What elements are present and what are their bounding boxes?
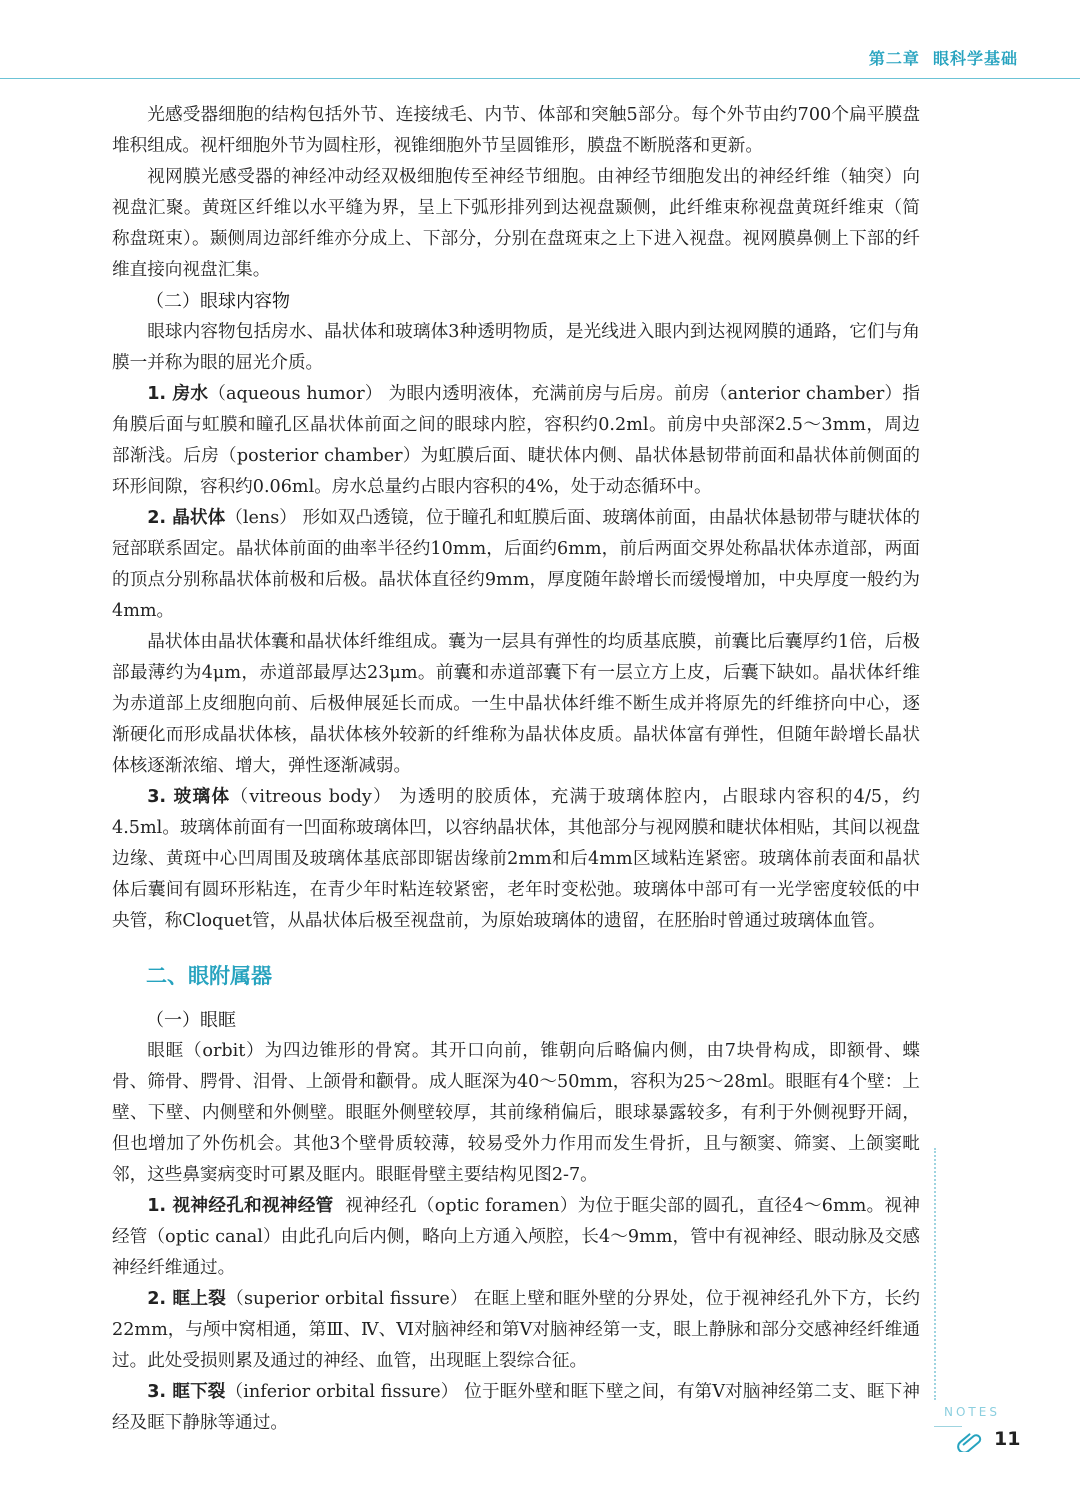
paragraph-text: （vitreous body） 为透明的胶质体，充满于玻璃体腔内，占眼球内容积的4/5，约4.5ml。玻璃体前面有一凹面称玻璃体凹，以容纳晶状体，其他部分与视网膜和睫状体相贴，其间以视盘边缘、黄斑中心凹周围及玻璃体基底部即锯齿缘前2mm和后4mm区域粘连紧密。玻璃体前表面和晶状体后囊间有圆环形粘连，在青少年时粘连较紧密，老年时变松弛。玻璃体中部可有一光学密度较低的中央管，称Cloquet管，从晶状体后极至视盘前，为原始玻璃体的遗留，在胚胎时曾通过玻璃体血管。	[112, 787, 920, 931]
chapter-title: 眼科学基础	[932, 49, 1018, 68]
term-lens: 2. 晶状体	[147, 508, 226, 528]
paragraph-text: （lens） 形如双凸透镜，位于瞳孔和虹膜后面、玻璃体前面，由晶状体悬韧带与睫状体的冠部联系固定。晶状体前面的曲率半径约10mm，后面约6mm，前后两面交界处称晶状体赤道部，两面的顶点分别称晶状体前极和后极。晶状体直径约9mm，厚度随年龄增长而缓慢增加，中央厚度一般约为4mm。	[112, 508, 920, 621]
paragraph-text: （superior orbital fissure） 在眶上壁和眶外壁的分界处，位于视神经孔外下方，长约22mm，与颅中窝相通，第Ⅲ、Ⅳ、Ⅵ对脑神经和第Ⅴ对脑神经第一支，眼上静脉和部分交感神经纤维通过。此处受损则累及通过的神经、血管，出现眶上裂综合征。	[112, 1289, 920, 1371]
paragraph-superior	[112, 1284, 920, 1377]
notes-rule	[934, 1426, 962, 1427]
running-head	[869, 46, 1018, 69]
paragraph: 视网膜光感受器的神经冲动经双极细胞传至神经节细胞。由神经节细胞发出的神经纤维（轴突）向视盘汇聚。黄斑区纤维以水平缝为界，呈上下弧形排列到达视盘颞侧，此纤维束称视盘黄斑纤维束（简称盘斑束）。颞侧周边部纤维亦分成上、下部分，分别在盘斑束之上下进入视盘。视网膜鼻侧上下部的纤维直接向视盘汇集。	[112, 167, 920, 280]
subsection-heading: （一）眼眶	[146, 1010, 236, 1031]
term-aqueous-humor: 1. 房水	[147, 384, 209, 404]
term-superior-fissure: 2. 眶上裂	[147, 1289, 227, 1309]
paragraph-text: （aqueous humor） 为眼内透明液体，充满前房与后房。前房（anterior chamber）指角膜后面与虹膜和瞳孔区晶状体前面之间的眼球内腔，容积约0.2ml。前房中央部深2.5～3mm，周边部渐浅。后房（posterior chamber）为虹膜后面、睫状体内侧、晶状体悬韧带前面和晶状体前侧面的环形间隙，容积约0.06ml。房水总量约占眼内容积的4%，处于动态循环中。	[112, 384, 920, 497]
paragraph-text: （inferior orbital fissure） 位于眶外壁和眶下壁之间，有第Ⅴ对脑神经第二支、眶下神经及眶下静脉等通过。	[112, 1382, 920, 1433]
paragraph: 光感受器细胞的结构包括外节、连接绒毛、内节、体部和突触5部分。每个外节由约700个扁平膜盘堆积组成。视杆细胞外节为圆柱形，视锥细胞外节呈圆锥形，膜盘不断脱落和更新。	[112, 105, 920, 156]
page-number: 11	[994, 1428, 1021, 1450]
header-rule	[0, 78, 1080, 79]
paragraph-inferior	[112, 1377, 920, 1439]
notes-label: NOTES	[944, 1405, 1000, 1419]
paragraph: 晶状体由晶状体囊和晶状体纤维组成。囊为一层具有弹性的均质基底膜，前囊比后囊厚约1倍，后极部最薄约为4μm，赤道部最厚达23μm。前囊和赤道部囊下有一层立方上皮，后囊下缺如。晶状体纤维为赤道部上皮细胞向前、后极伸展延长而成。一生中晶状体纤维不断生成并将原先的纤维挤向中心，逐渐硬化而形成晶状体核，晶状体核外较新的纤维称为晶状体皮质。晶状体富有弹性，但随年龄增长晶状体核逐渐浓缩、增大，弹性逐渐减弱。	[112, 632, 920, 776]
notes-dotted-rule	[934, 1148, 936, 1400]
chapter-label: 第二章	[868, 49, 920, 68]
page-body	[112, 100, 920, 1439]
paragraph-text: 视神经孔（optic foramen）为位于眶尖部的圆孔，直径4～6mm。视神经管（optic canal）由此孔向后内侧，略向上方通入颅腔，长4～9mm，管中有视神经、眼动脉及交感神经纤维通过。	[112, 1196, 921, 1278]
paragraph-aqueous	[112, 379, 920, 503]
paragraph: 眼球内容物包括房水、晶状体和玻璃体3种透明物质，是光线进入眼内到达视网膜的通路，它们与角膜一并称为眼的屈光介质。	[112, 322, 920, 373]
subsection-heading: （二）眼球内容物	[146, 291, 290, 312]
paperclip-icon	[955, 1428, 983, 1452]
page-header	[0, 40, 1080, 84]
paragraph: 眼眶（orbit）为四边锥形的骨窝。其开口向前，锥朝向后略偏内侧，由7块骨构成，即额骨、蝶骨、筛骨、腭骨、泪骨、上颌骨和颧骨。成人眶深为40～50mm，容积为25～28ml。眼眶有4个壁：上壁、下壁、内侧壁和外侧壁。眼眶外侧壁较厚，其前缘稍偏后，眼球暴露较多，有利于外侧视野开阔，但也增加了外伤机会。其他3个壁骨质较薄，较易受外力作用而发生骨折，且与额窦、筛窦、上颌窦毗邻，这些鼻窦病变时可累及眶内。眼眶骨壁主要结构见图2-7。	[112, 1041, 920, 1185]
term-inferior-fissure: 3. 眶下裂	[147, 1382, 226, 1402]
section-heading: 二、眼附属器	[146, 964, 272, 988]
paragraph-optic	[112, 1191, 920, 1284]
term-vitreous-body: 3. 玻璃体	[147, 787, 231, 807]
term-optic-canal: 1. 视神经孔和视神经管	[147, 1196, 334, 1216]
paragraph-vitreous	[112, 782, 920, 937]
paragraph-lens	[112, 503, 920, 627]
